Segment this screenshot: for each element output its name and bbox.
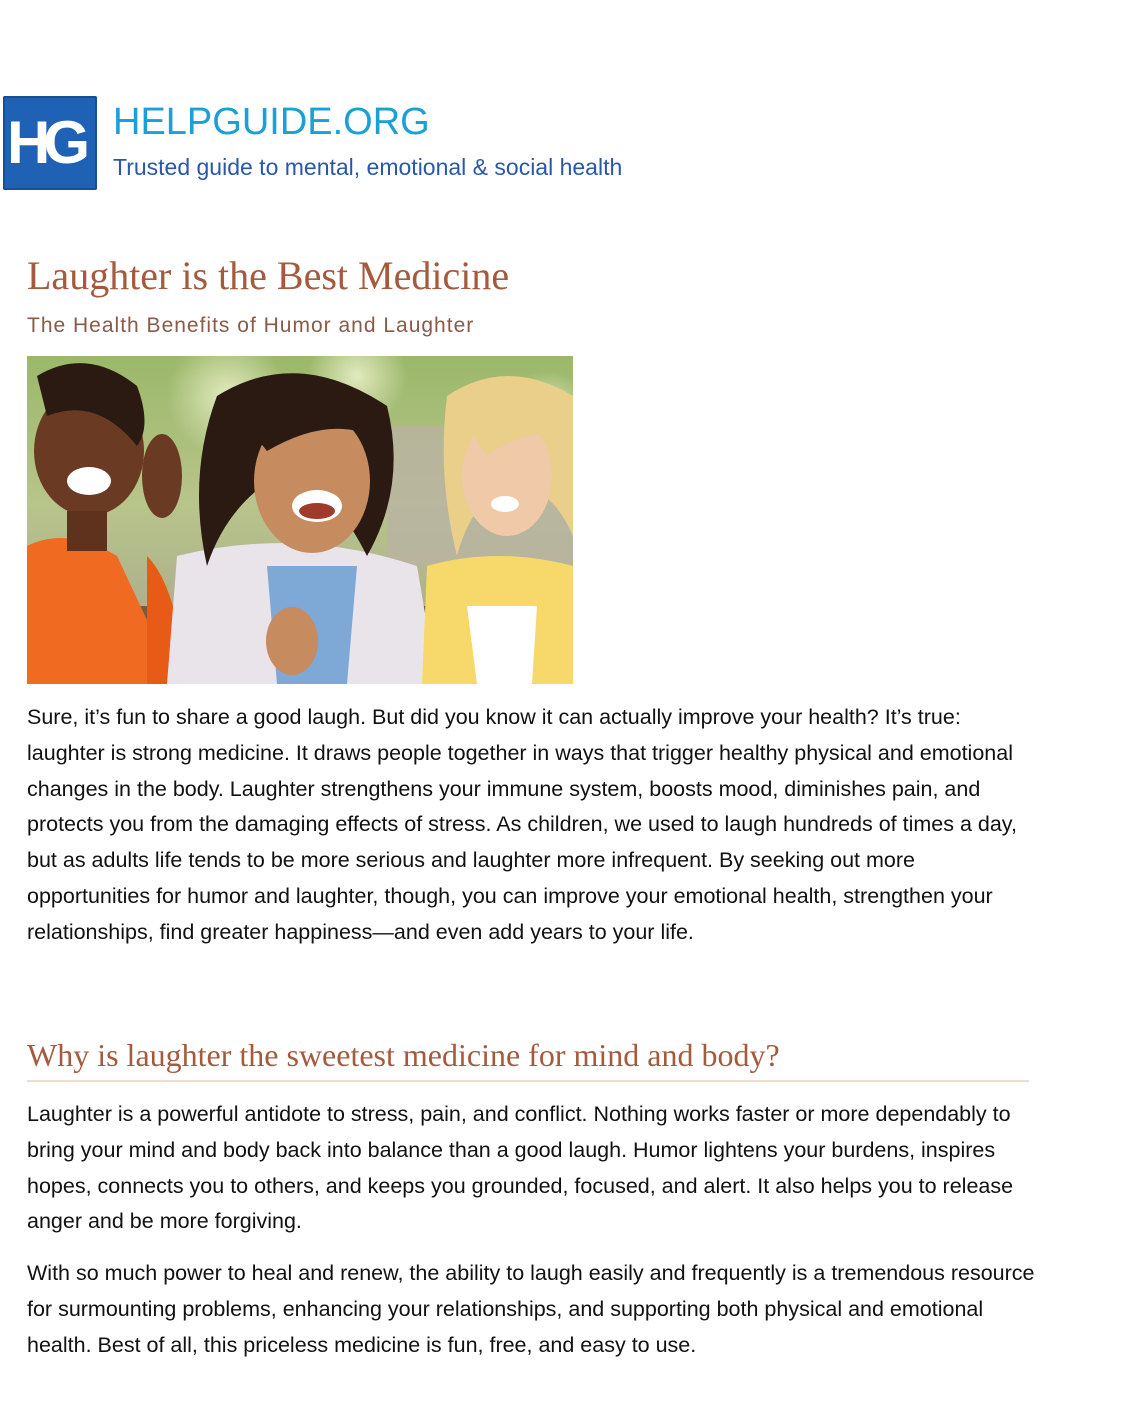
section-heading: Why is laughter the sweetest medicine for mind and body? — [27, 1037, 780, 1073]
logo-text: HG — [7, 109, 83, 176]
site-header — [3, 96, 723, 192]
page-subtitle: The Health Benefits of Humor and Laughter — [27, 314, 475, 337]
site-tagline: Trusted guide to mental, emotional & social health — [113, 154, 623, 180]
article-photo-three-women-laughing — [27, 356, 573, 684]
helpguide-logo[interactable] — [3, 96, 97, 190]
section-paragraph-2: With so much power to heal and renew, the ability to laugh easily and frequently is a tremendous resource for surmounting problems, enhancing your relationships, and supporting both physical and emotional health. Best of all, this priceless medicine is fun, free, and easy to use. — [27, 1261, 1035, 1357]
page-title: Laughter is the Best Medicine — [27, 253, 510, 298]
site-name[interactable]: HELPGUIDE.ORG — [113, 101, 430, 143]
section-paragraph-1: Laughter is a powerful antidote to stress, pain, and conflict. Nothing works faster or more dependably to bring your mind and body back into balance than a good laugh. Humor lightens your burdens, inspires hopes, connects you to others, and keeps you grounded, focused, and alert. It also helps you to release anger and be more forgiving. — [27, 1102, 1014, 1234]
intro-paragraph: Sure, it’s fun to share a good laugh. But did you know it can actually improve your health? It’s true: laughter is strong medicine. It draws people together in ways that trigger healthy physical and emotional changes in the body. Laughter strengthens your immune system, boosts mood, diminishes pain, and protects you from the damaging effects of stress. As children, we used to laugh hundreds of times a day, but as adults life tends to be more serious and laughter more infrequent. By seeking out more opportunities for humor and laughter, though, you can improve your emotional health, strengthen your relationships, find greater happiness—and even add years to your life. — [27, 705, 1017, 944]
section-divider — [27, 1080, 1029, 1082]
